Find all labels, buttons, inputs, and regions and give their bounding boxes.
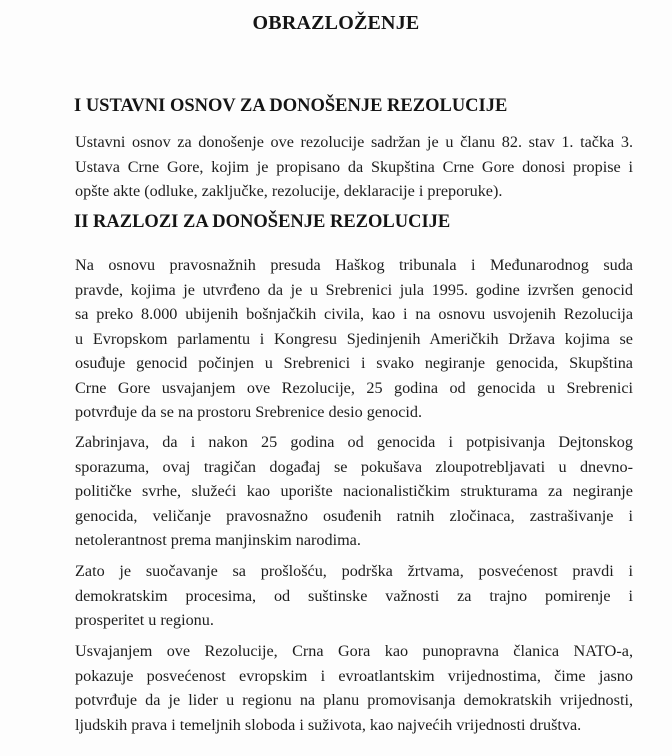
text-line: Na osnovu pravosnažnih presuda Haškog tribunala i Međunarodnog suda xyxy=(75,256,633,274)
document-title: OBRAZLOŽENJE xyxy=(252,12,420,34)
paragraph-presude xyxy=(75,253,633,425)
text-line: demokratskim procesima, od suštinske važnosti za trajno pomirenje i xyxy=(75,586,633,605)
text-line: Zabrinjava, da i nakon 25 godina od genocida i potpisivanja Dejtonskog xyxy=(75,433,633,451)
text-line: Zato je suočavanje sa prošlošću, podrška žrtvama, posvećenost pravdi i xyxy=(75,562,633,580)
paragraph-nato xyxy=(75,639,633,737)
paragraph-suocavanje xyxy=(75,559,633,633)
text-line: Ustava Crne Gore, kojim je propisano da Skupština Crne Gore donosi propise i xyxy=(75,157,633,176)
text-line: genocida, veličanje pravosnažno osuđenih ratnih zločinaca, zastrašivanje i xyxy=(75,506,633,525)
text-line: prosperitet u regionu. xyxy=(75,611,214,629)
text-line: ljudskih prava i temeljnih sloboda i suživota, kao najvećih vrijednosti društva. xyxy=(75,715,582,734)
text-line: pokazuje posvećenost evropskim i evroatlantskim vrijednostima, čime jasno xyxy=(75,666,633,685)
text-line: opšte akte (odluke, zaključke, rezolucije, deklaracije i preporuke). xyxy=(75,182,503,200)
text-line: osuđuje genocid počinjen u Srebrenici i svako negiranje genocida, Skupština xyxy=(75,354,633,372)
paragraph-zabrinjava xyxy=(75,430,633,553)
text-line: pravde, kojima je utvrđeno da je u Srebrenici jula 1995. godine izvršen genocid xyxy=(75,280,633,299)
text-line: u Evropskom parlamentu i Kongresu Sjedinjenih Američkih Država kojima se xyxy=(75,329,633,348)
text-line: političke svrhe, služeći kao uporište nacionalističkim strukturama za negiranje xyxy=(75,482,633,500)
section-heading-razlozi: II RAZLOZI ZA DONOŠENJE REZOLUCIJE xyxy=(74,212,451,232)
text-line: Usvajanjem ove Rezolucije, Crna Gora kao punopravna članica NATO-a, xyxy=(75,642,633,660)
paragraph-ustavni-osnov xyxy=(75,130,633,204)
section-heading-ustavni-osnov: I USTAVNI OSNOV ZA DONOŠENJE REZOLUCIJE xyxy=(74,96,508,116)
text-line: sa preko 8.000 ubijenih bošnjačkih civila, kao i na osnovu usvojenih Rezolucija xyxy=(75,305,633,323)
text-line: netolerantnost prema manjinskim narodima. xyxy=(75,531,361,549)
text-line: Crne Gore usvajanjem ove Rezolucije, 25 godina od genocida u Srebrenici xyxy=(75,378,633,397)
text-line: Ustavni osnov za donošenje ove rezolucije sadržan je u članu 82. stav 1. tačka 3. xyxy=(75,133,633,151)
text-line: sporazuma, ovaj tragičan događaj se pokušava zloupotrebljavati u dnevno- xyxy=(75,457,633,476)
text-line: potvrđuje da je lider u regionu na planu promovisanja demokratskih vrijednosti, xyxy=(75,691,633,709)
text-line: potvrđuje da se na prostoru Srebrenice desio genocid. xyxy=(75,403,423,421)
